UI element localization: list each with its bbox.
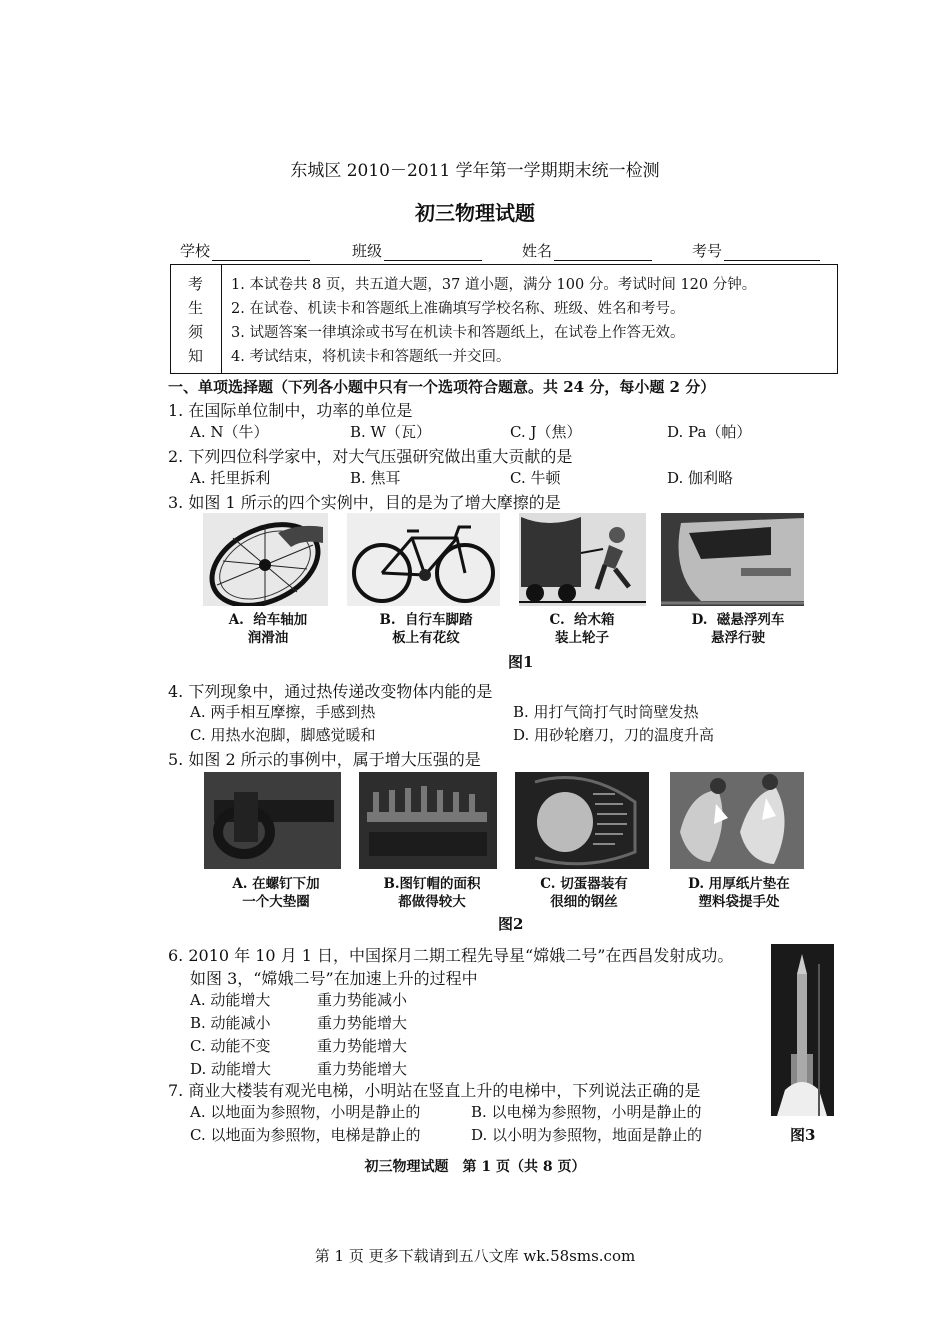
exam-number-field[interactable]: [692, 240, 820, 261]
notice-box: [170, 264, 838, 374]
notice-label-char: 知: [188, 347, 204, 365]
figure1-image-c: [519, 513, 646, 606]
q6-option-d[interactable]: [190, 1058, 408, 1079]
class-field[interactable]: [352, 240, 482, 261]
question-5-stem: 5. 如图 2 所示的事例中，属于增大压强的是: [168, 750, 481, 769]
field-label: 姓名: [522, 242, 553, 260]
figure1-label: 图1: [508, 653, 534, 671]
option-label: C. 动能不变: [190, 1037, 271, 1055]
question-6-stem: 6. 2010 年 10 月 1 日，中国探月二期工程先导星“嫦娥二号”在西昌发射成功。: [168, 946, 734, 965]
figure2-label: 图2: [498, 915, 524, 933]
question-1-stem: 1. 在国际单位制中，功率的单位是: [168, 401, 413, 420]
figure2-image-b: [359, 772, 497, 869]
question-3-stem: 3. 如图 1 所示的四个实例中，目的是为了增大摩擦的是: [168, 493, 561, 512]
q4-option-b[interactable]: B. 用打气筒打气时筒壁发热: [513, 703, 699, 721]
field-label: 考号: [692, 242, 723, 260]
site-footer: 第 1 页 更多下载请到五八文库 wk.58sms.com: [314, 1247, 636, 1265]
option-text: 重力势能增大: [317, 1060, 408, 1078]
figure1-image-b: [347, 513, 500, 606]
question-6-stem-2: 如图 3，“嫦娥二号”在加速上升的过程中: [190, 969, 478, 988]
q2-option-c[interactable]: C. 牛顿: [510, 469, 561, 487]
q1-option-a[interactable]: A. N（牛）: [190, 423, 269, 441]
notice-item: 3. 试题答案一律填涂或书写在机读卡和答题纸上，在试卷上作答无效。: [231, 325, 685, 341]
notice-item: 1. 本试卷共 8 页，共五道大题，37 道小题，满分 100 分。考试时间 120 分钟。: [231, 277, 757, 293]
figure1-caption-d: D. 磁悬浮列车 悬浮行驶: [691, 612, 785, 646]
section-title: 一、单项选择题（下列各小题中只有一个选项符合题意。共 24 分，每小题 2 分）: [168, 378, 716, 396]
q6-option-c[interactable]: [190, 1035, 408, 1056]
figure2-image-a: [204, 772, 341, 869]
figure2-caption-c: C. 切蛋器装有 很细的钢丝: [540, 876, 628, 910]
q4-option-d[interactable]: D. 用砂轮磨刀，刀的温度升高: [513, 726, 715, 744]
q1-option-c[interactable]: C. J（焦）: [510, 423, 582, 441]
figure2-image-d: [670, 772, 804, 869]
q4-option-c[interactable]: C. 用热水泡脚，脚感觉暖和: [190, 726, 376, 744]
q7-option-a[interactable]: A. 以地面为参照物，小明是静止的: [190, 1103, 421, 1121]
notice-label: [171, 265, 222, 373]
figure1-caption-a: A. 给车轴加 润滑油: [228, 612, 308, 646]
option-label: D. 动能增大: [190, 1060, 272, 1078]
exam-subtitle: 初三物理试题: [415, 201, 535, 225]
notice-label-char: 须: [188, 323, 204, 341]
figure1-caption-b: B. 自行车脚踏 板上有花纹: [379, 612, 473, 646]
q2-option-a[interactable]: A. 托里拆利: [190, 469, 271, 487]
q2-option-b[interactable]: B. 焦耳: [350, 469, 401, 487]
question-7-stem: 7. 商业大楼装有观光电梯，小明站在竖直上升的电梯中，下列说法正确的是: [168, 1081, 701, 1100]
figure2-caption-a: A. 在螺钉下加 一个大垫圈: [232, 876, 320, 910]
q1-option-b[interactable]: B. W（瓦）: [350, 423, 431, 441]
figure3-rocket-image: [771, 944, 834, 1116]
option-label: B. 动能减小: [190, 1014, 271, 1032]
school-field[interactable]: [180, 240, 310, 261]
figure2-image-c: [515, 772, 649, 869]
q7-option-c[interactable]: C. 以地面为参照物，电梯是静止的: [190, 1126, 421, 1144]
q4-option-a[interactable]: A. 两手相互摩擦，手感到热: [190, 703, 376, 721]
figure3-label: 图3: [790, 1126, 816, 1144]
q7-option-d[interactable]: D. 以小明为参照物，地面是静止的: [471, 1126, 703, 1144]
option-text: 重力势能增大: [317, 1014, 408, 1032]
name-field[interactable]: [522, 240, 652, 261]
figure2-caption-b: B.图钉帽的面积 都做得较大: [383, 876, 481, 910]
exam-title: 东城区 2010－2011 学年第一学期期末统一检测: [290, 161, 660, 181]
question-2-stem: 2. 下列四位科学家中，对大气压强研究做出重大贡献的是: [168, 447, 573, 466]
figure1-image-a: [203, 513, 328, 606]
q1-option-d[interactable]: D. Pa（帕）: [667, 423, 752, 441]
q6-option-b[interactable]: [190, 1012, 408, 1033]
notice-label-char: 生: [188, 299, 204, 317]
notice-label-char: 考: [188, 275, 204, 293]
page-footer: 初三物理试题 第 1 页（共 8 页）: [364, 1159, 586, 1175]
figure2-caption-d: D. 用厚纸片垫在 塑料袋提手处: [688, 876, 790, 910]
notice-item: 2. 在试卷、机读卡和答题纸上准确填写学校名称、班级、姓名和考号。: [231, 301, 685, 317]
question-4-stem: 4. 下列现象中，通过热传递改变物体内能的是: [168, 682, 493, 701]
option-text: 重力势能减小: [317, 991, 408, 1009]
field-label: 班级: [352, 242, 383, 260]
q2-option-d[interactable]: D. 伽利略: [667, 469, 734, 487]
option-label: A. 动能增大: [190, 991, 271, 1009]
figure1-image-d: [661, 513, 804, 606]
option-text: 重力势能增大: [317, 1037, 408, 1055]
q7-option-b[interactable]: B. 以电梯为参照物，小明是静止的: [471, 1103, 702, 1121]
q6-option-a[interactable]: [190, 989, 408, 1010]
field-label: 学校: [180, 242, 211, 260]
figure1-caption-c: C. 给木箱 装上轮子: [549, 612, 615, 646]
notice-item: 4. 考试结束，将机读卡和答题纸一并交回。: [231, 349, 511, 365]
